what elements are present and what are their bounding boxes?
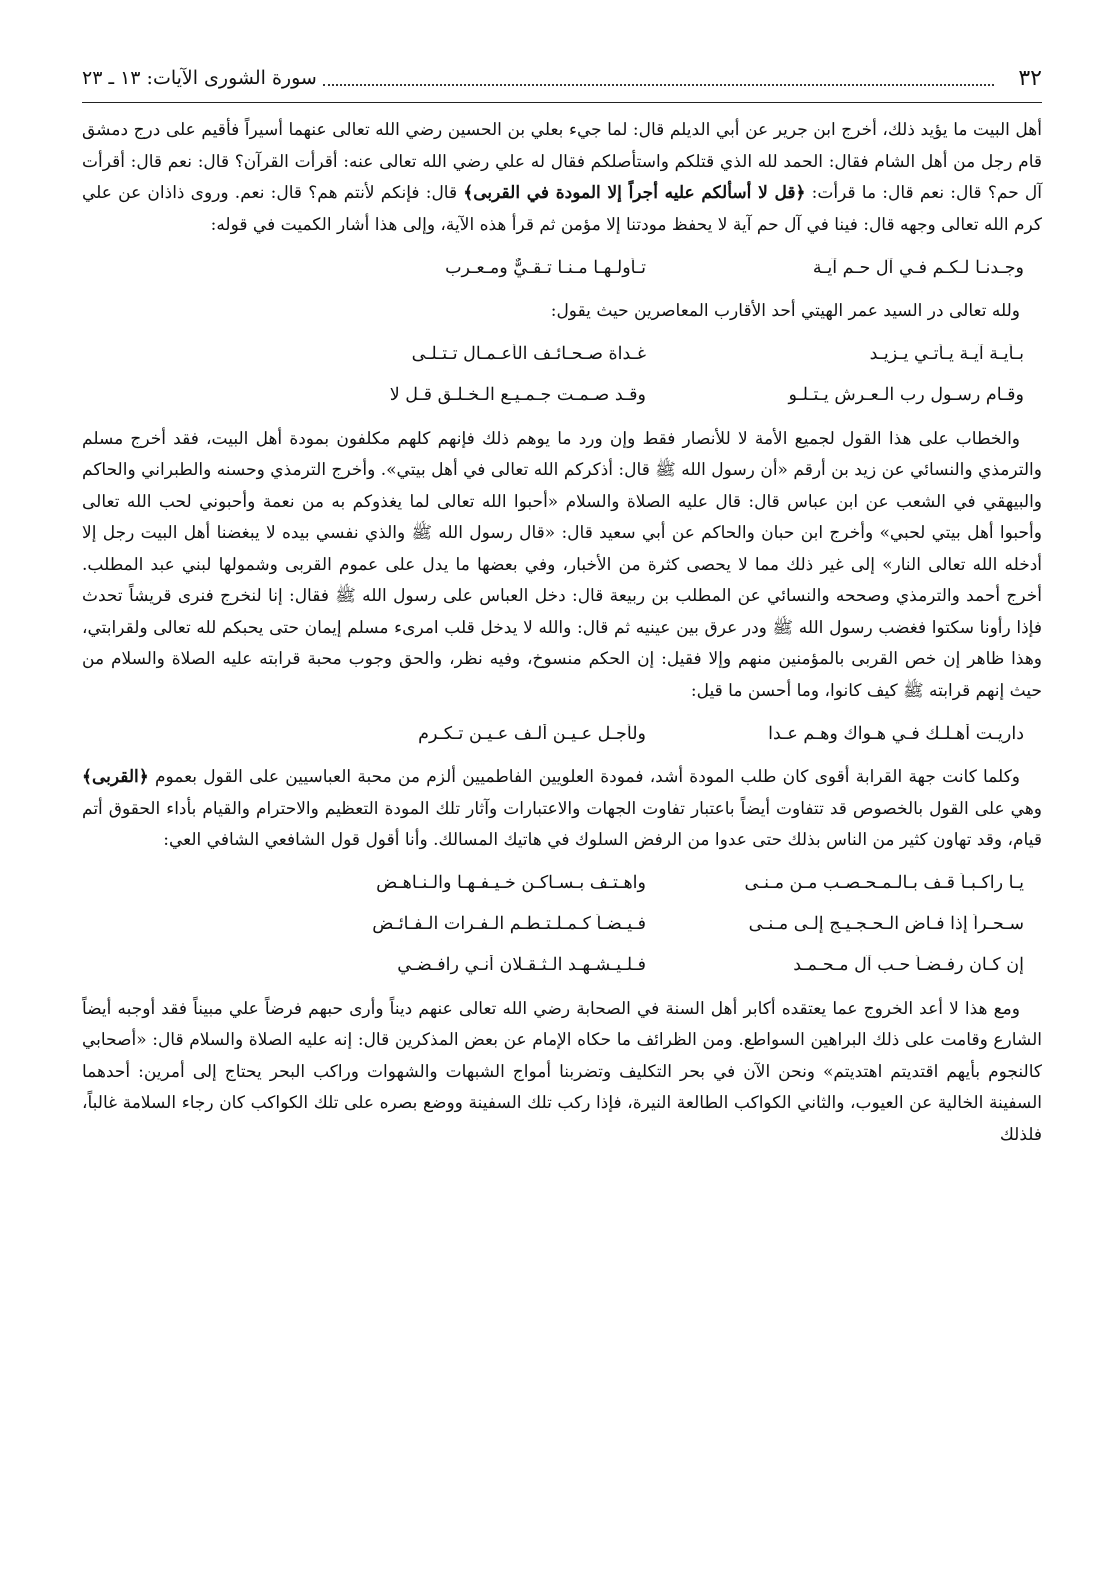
verse-second-hemistich: فـيـضـاً كـمـلـتـطـم الـفـرات الـفـائـض xyxy=(372,914,646,934)
poem-kumait xyxy=(82,247,1042,288)
paragraph-4 xyxy=(82,762,1042,857)
header-dotted-leader xyxy=(323,70,995,86)
paragraph-3: والخطاب على هذا القول لجميع الأمة لا للأنصار فقط وإن ورد ما يوهم ذلك فإنهم كلهم مكلفون بمودة أهل البيت، فقد أخرج مسلم والترمذي والنسائي عن زيد بن أرقم «أن رسول الله ﷺ قال: أذكركم الله تعالى في أهل بيتي». وأخرج الترمذي وحسنه والطبراني والحاكم والبيهقي في الشعب عن ابن عباس قال: قال عليه الصلاة والسلام «أحبوا الله تعالى لما يغذوكم به من نعمة وأحبوني لحب الله تعالى وأحبوا أهل بيتي لحبي» وأخرج ابن حبان والحاكم عن أبي سعيد قال: «قال رسول الله ﷺ والذي نفسي بيده لا يبغضنا أهل البيت رجل إلا أدخله الله تعالى النار» إلى غير ذلك مما لا يحصى كثرة من الأخبار، وفي بعضها ما يدل على عموم القربى وشمولها لبني عبد المطلب. أخرج أحمد والترمذي وصححه والنسائي عن المطلب بن ربيعة قال: دخل العباس على رسول الله ﷺ فقال: إنا لنخرج فنرى قريشاً تحدث فإذا رأونا سكتوا فغضب رسول الله ﷺ ودر عرق بين عينيه ثم قال: والله لا يدخل قلب امرىء مسلم إيمان حتى يحبكم لله تعالى ولقرابتي، وهذا ظاهر إن خص القربى بالمؤمنين منهم وإلا فقيل: إن الحكم منسوخ، وفيه نظر، والحق وجوب محبة قرابته عليه الصلاة والسلام من حيث إنهم قرابته ﷺ كيف كانوا، وما أحسن ما قيل: xyxy=(82,428,1042,701)
verse-second-hemistich: ولأجـل عـيـن ألـف عـيـن تـكـرم xyxy=(418,723,646,744)
verse-second-hemistich: تـأولـهـا مـنـا تـقـيٌّ ومـعـرب xyxy=(445,257,646,278)
verse-first-hemistich: وقـام رسـول رب الـعـرش يـتـلـو xyxy=(788,385,1024,405)
verse-first-hemistich: إن كـان رفـضـاً حـب آل مـحـمـد xyxy=(793,955,1024,975)
paragraph-5: ومع هذا لا أعد الخروج عما يعتقده أكابر أهل السنة في الصحابة رضي الله تعالى عنهم ديناً وأرى حبهم فرضاً علي مبيناً فقد أوجبه أيضاً الشارع وقامت على ذلك البراهين السواطع. ومن الظرائف ما حكاه الإمام عن بعض المذكرين قال: إنه عليه الصلاة والسلام قال: «أصحابي كالنجوم بأيهم اقتديتم اهتديتم» ونحن الآن في بحر التكليف وتضربنا أمواج الشبهات والشهوات وراكب البحر يحتاج إلى أمرين: أحدهما السفينة الخالية عن العيوب، والثاني الكواكب الطالعة النيرة، فإذا ركب تلك السفينة ووضع بصره على تلك الكواكب كان رجاء السلامة غالباً، فلذلك xyxy=(82,998,1042,1145)
paragraph-4-text-a: وكلما كانت جهة القرابة أقوى كان طلب المودة أشد، فمودة العلويين الفاطميين ألزم من محبة العباسيين على القول بعموم xyxy=(148,767,1020,787)
verse-second-hemistich: غـداة صـحـائـف الأعـمـال تـتـلـى xyxy=(411,344,646,364)
verse xyxy=(82,713,1042,754)
verse xyxy=(82,334,1042,375)
running-header xyxy=(82,58,1042,103)
verse xyxy=(82,945,1042,986)
paragraph-1-text-a: أهل البيت ما يؤيد ذلك، أخرج ابن جرير عن أبي الديلم قال: لما جيء بعلي بن الحسين رضي الله تعالى عنهما أسيراً فأقيم على درج دمشق قام رجل من أهل الشام فقال: الحمد لله الذي قتلكم واستأصلكم فقال له علي رضي الله تعالى عنه: أقرأت القرآن؟ قال: نعم قال: أقرأت آل حم؟ قال: نعم قال: ما قرأت: xyxy=(82,120,1042,203)
paragraph-1 xyxy=(82,115,1042,241)
poem-shafii xyxy=(82,863,1042,986)
poem-hiti xyxy=(82,334,1042,416)
paragraph-4-text-b: وهي على القول بالخصوص قد تتفاوت أيضاً باعتبار تفاوت الجهات والاعتبارات وآثار تلك المودة التعظيم والاحترام والقيام بأداء الحقوق أتم قيام، وقد تهاون كثير من الناس بذلك حتى عدوا من الرفض السلوك في هاتيك المسالك. وأنا أقول قول الشافعي الشافي العي: xyxy=(82,798,1042,850)
surah-title: سورة الشورى الآيات: ١٣ ـ ٢٣ xyxy=(82,67,317,89)
verse-first-hemistich: يـا راكـبـاً قـف بـالـمـحـصـب مـن مـنـى xyxy=(744,873,1024,893)
verse-first-hemistich: سـحـراً إذا فـاض الـحـجـيـج إلـى مـنـى xyxy=(748,914,1024,934)
paragraph-1-text-b: قال: فإنكم لأنتم هم؟ قال: نعم. وروى ذاذان عن علي كرم الله تعالى وجهه قال: فينا في آل حم آية لا يحفظ مودتنا إلا مؤمن ثم قرأ هذه الآية، وإلى هذا أشار الكميت في قوله: xyxy=(82,183,1042,235)
verse xyxy=(82,375,1042,416)
quran-word-qurba: ﴿القربى﴾ xyxy=(82,767,149,787)
book-page xyxy=(82,58,1042,1151)
verse-first-hemistich: بـأيـة آيـة يـأتـي يـزيـد xyxy=(869,344,1024,364)
verse xyxy=(82,863,1042,904)
verse xyxy=(82,247,1042,288)
paragraph-2: ولله تعالى در السيد عمر الهيتي أحد الأقارب المعاصرين حيث يقول: xyxy=(550,301,1020,321)
verse-second-hemistich: فـلـيـشـهـد الـثـقـلان أنـي رافـضـي xyxy=(397,955,646,975)
verse-first-hemistich: داريـت أهـلـك فـي هـواك وهـم عـدا xyxy=(768,723,1024,744)
page-number: ٣٢ xyxy=(1018,65,1042,91)
page-body xyxy=(82,115,1042,1151)
quran-verse-quote: ﴿قل لا أسألكم عليه أجراً إلا المودة في القربى﴾ xyxy=(463,183,806,203)
verse-second-hemistich: واهـتـف بـسـاكـن خـيـفـهـا والـنـاهـض xyxy=(376,873,646,893)
verse xyxy=(82,904,1042,945)
poem-qila xyxy=(82,713,1042,754)
verse-second-hemistich: وقـد صـمـت جـمـيـع الـخـلـق قـل لا xyxy=(389,385,646,405)
verse-first-hemistich: وجـدنـا لـكـم فـي آل حـم آيـة xyxy=(812,257,1024,278)
